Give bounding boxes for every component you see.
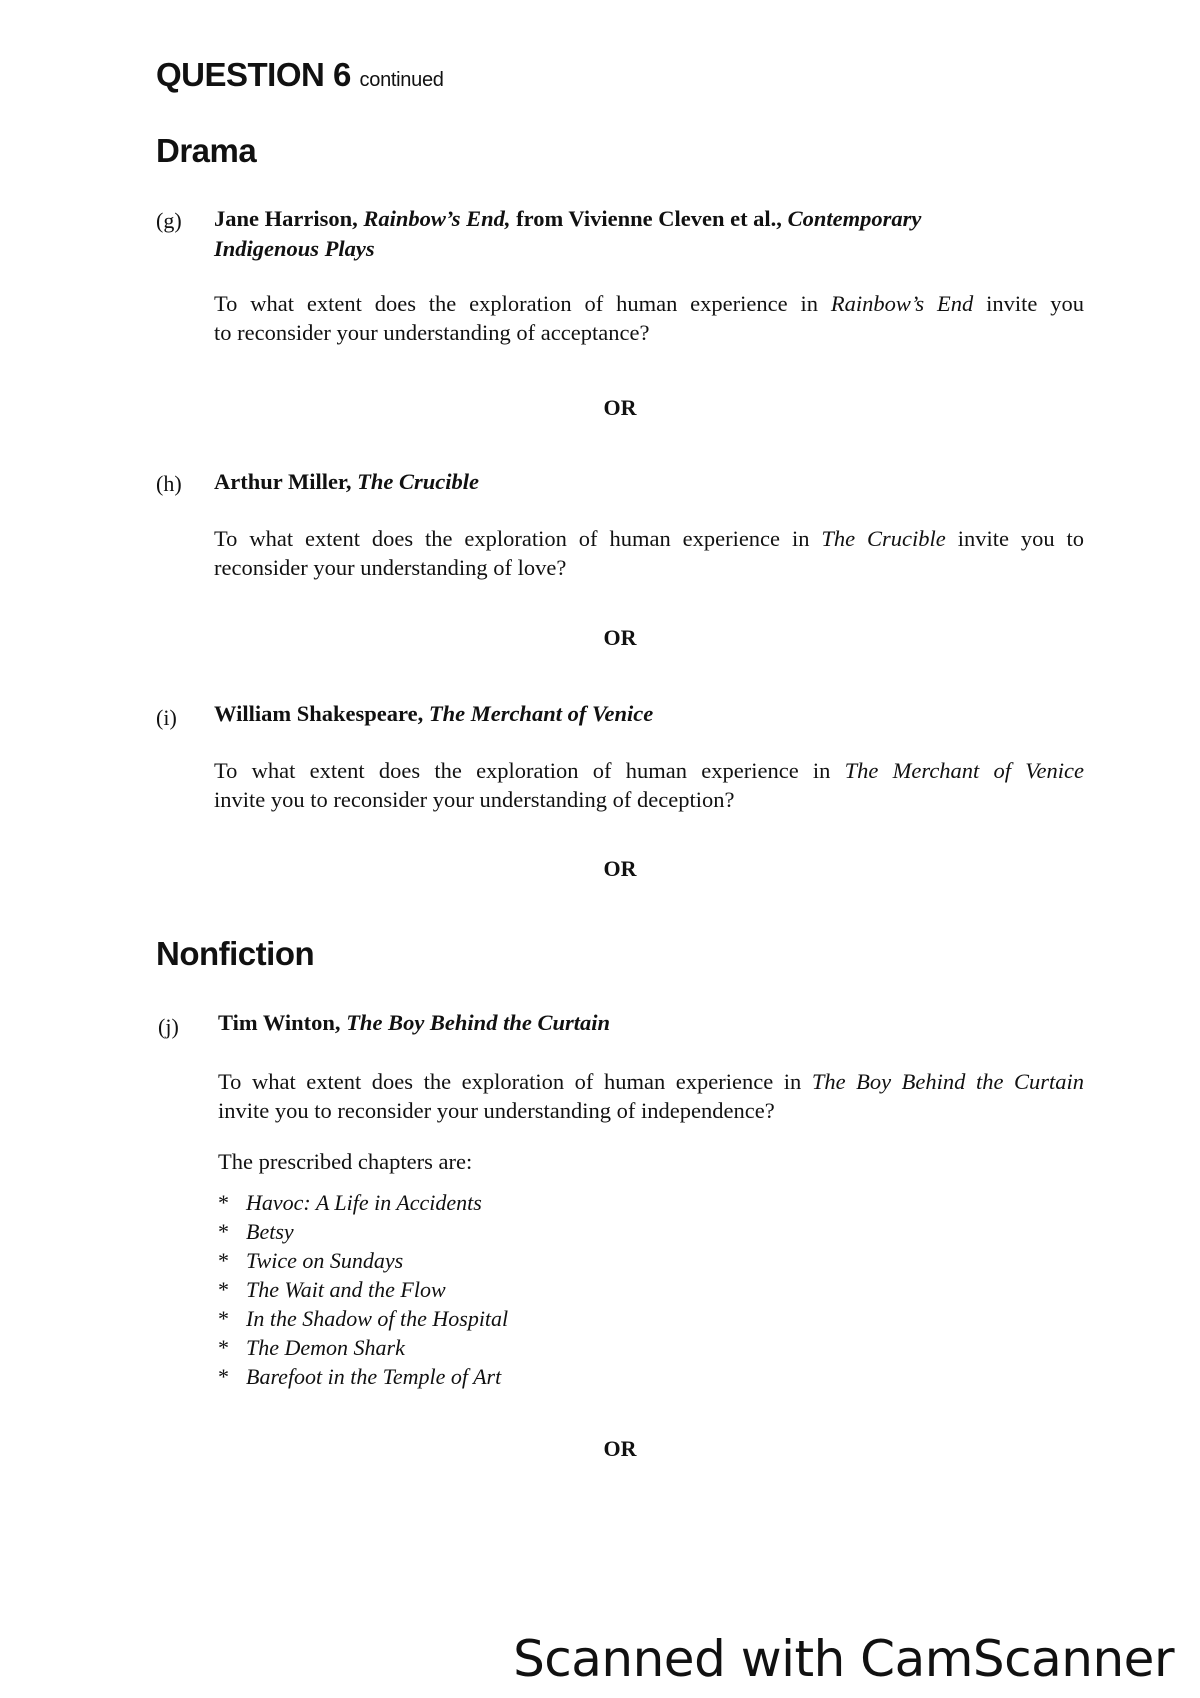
- item-letter-j: (j): [158, 1014, 179, 1039]
- chapter-list: [218, 1188, 508, 1391]
- item-title-i: [214, 699, 1084, 729]
- bullet-star-icon: *: [218, 1364, 229, 1389]
- chapter-item: [218, 1188, 508, 1217]
- chapter-name: The Demon Shark: [246, 1335, 405, 1360]
- question-number: QUESTION 6: [156, 56, 351, 93]
- continued-label: continued: [359, 69, 444, 91]
- chapter-name: In the Shadow of the Hospital: [246, 1306, 509, 1331]
- item-work-j: The Boy Behind the Curtain: [346, 1010, 610, 1035]
- chapter-item: [218, 1217, 508, 1246]
- or-separator-4: OR: [603, 1436, 637, 1461]
- chapter-item: [218, 1275, 508, 1304]
- item-prompt-work-h: The Crucible: [821, 526, 946, 551]
- item-author-j: Tim Winton,: [218, 1010, 341, 1035]
- item-prompt-g-line1: To what extent does the exploration of human experience in Rainbow’s End invite you: [214, 291, 1084, 316]
- item-prompt-work-j: The Boy Behind the Curtain: [811, 1069, 1085, 1094]
- chapter-name: The Wait and the Flow: [246, 1277, 446, 1302]
- item-work-h: The Crucible: [357, 469, 479, 494]
- chapter-item: [218, 1246, 508, 1275]
- item-prompt-g: [214, 289, 1084, 347]
- bullet-star-icon: *: [218, 1190, 229, 1215]
- item-title-h: [214, 467, 1084, 497]
- item-prompt-i: [214, 756, 1084, 814]
- item-letter-h: (h): [156, 471, 182, 496]
- item-work-g: Rainbow’s End,: [363, 206, 511, 231]
- bullet-star-icon: *: [218, 1219, 229, 1244]
- item-author-h: Arthur Miller,: [214, 469, 352, 494]
- or-separator-1: OR: [603, 395, 637, 420]
- item-prompt-i-line2: invite you to reconsider your understanding of deception?: [214, 787, 735, 812]
- bullet-star-icon: *: [218, 1277, 229, 1302]
- item-author-g: Jane Harrison,: [214, 206, 358, 231]
- item-prompt-h-line2: reconsider your understanding of love?: [214, 555, 567, 580]
- chapter-name: Betsy: [246, 1219, 294, 1244]
- item-prompt-i-line1: To what extent does the exploration of human experience in The Merchant of Venice: [214, 758, 1084, 783]
- item-prompt-h-line1: To what extent does the exploration of human experience in The Crucible invite you to: [214, 526, 1085, 551]
- item-collection-g: Contemporary: [787, 206, 922, 231]
- question-heading: [156, 56, 444, 94]
- item-author-i: William Shakespeare,: [214, 701, 424, 726]
- chapter-name: Barefoot in the Temple of Art: [246, 1364, 502, 1389]
- bullet-star-icon: *: [218, 1335, 229, 1360]
- item-title-j: [218, 1008, 1088, 1038]
- item-from-g: from Vivienne Cleven et al.,: [516, 206, 782, 231]
- item-prompt-work-i: The Merchant of Venice: [844, 758, 1084, 783]
- item-prompt-j-line2: invite you to reconsider your understanding of independence?: [218, 1098, 775, 1123]
- chapter-name: Twice on Sundays: [246, 1248, 404, 1273]
- chapter-item: [218, 1304, 508, 1333]
- scanner-watermark: Scanned with CamScanner: [513, 1630, 1174, 1688]
- or-separator-3: OR: [603, 856, 637, 881]
- item-title-g: [214, 204, 1084, 264]
- item-collection-g-line2: Indigenous Plays: [214, 236, 375, 261]
- section-heading-drama: Drama: [156, 132, 257, 169]
- item-letter-g: (g): [156, 208, 182, 233]
- bullet-star-icon: *: [218, 1306, 229, 1331]
- bullet-star-icon: *: [218, 1248, 229, 1273]
- section-heading-nonfiction: Nonfiction: [156, 935, 315, 972]
- or-separator-2: OR: [603, 625, 637, 650]
- chapter-name: Havoc: A Life in Accidents: [246, 1190, 482, 1215]
- item-prompt-j-line1: To what extent does the exploration of human experience in The Boy Behind the Curtain: [218, 1069, 1085, 1094]
- item-prompt-h: [214, 524, 1084, 582]
- chapter-item: [218, 1333, 508, 1362]
- item-work-i: The Merchant of Venice: [428, 701, 654, 726]
- chapter-item: [218, 1362, 508, 1391]
- item-prompt-work-g: Rainbow’s End: [830, 291, 974, 316]
- item-prompt-j: [218, 1067, 1084, 1125]
- item-letter-i: (i): [156, 705, 177, 730]
- chapters-intro: The prescribed chapters are:: [218, 1149, 473, 1174]
- item-prompt-g-line2: to reconsider your understanding of acceptance?: [214, 320, 650, 345]
